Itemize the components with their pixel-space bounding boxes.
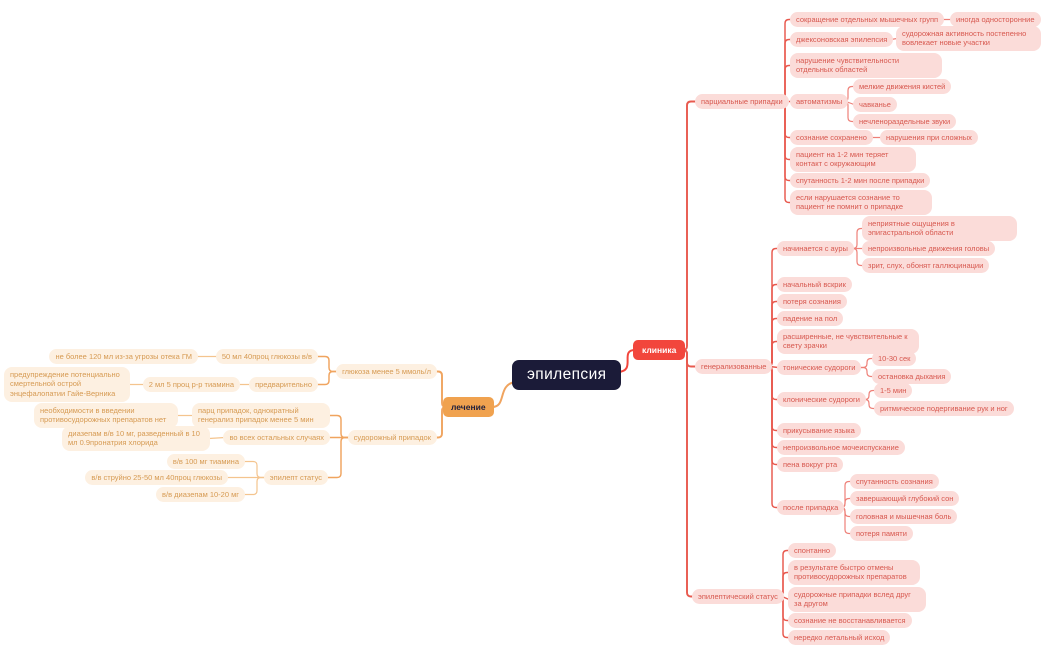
connector	[768, 285, 778, 367]
mindmap-node[interactable]: предварительно	[249, 377, 318, 392]
mindmap-node[interactable]: в/в струйно 25-50 мл 40проц глюкозы	[85, 470, 228, 485]
connector	[859, 359, 873, 368]
mindmap-node[interactable]: чавканье	[853, 97, 897, 112]
branch-clinic[interactable]: клиника	[633, 340, 685, 360]
connector	[768, 249, 778, 367]
mindmap-node[interactable]: парциальные припадки	[695, 94, 789, 109]
mindmap-node[interactable]: нередко летальный исход	[788, 630, 890, 645]
mindmap-node[interactable]: диазепам в/в 10 мг, разведенный в 10 мл 0.9пронатрия хлорида	[62, 426, 210, 451]
mindmap-node[interactable]: неприятные ощущения в эпигастральной области	[862, 216, 1017, 241]
branch-treatment[interactable]: лечение	[443, 397, 494, 417]
mindmap-node[interactable]: эпилептический статус	[692, 589, 784, 604]
mindmap-node[interactable]: 10-30 сек	[872, 351, 916, 366]
mindmap-node[interactable]: непроизвольные движения головы	[862, 241, 995, 256]
mindmap-node[interactable]: сокращение отдельных мышечных групп	[790, 12, 944, 27]
mindmap-node[interactable]: клонические судороги	[777, 392, 866, 407]
mindmap-node[interactable]: нарушения при сложных	[880, 130, 978, 145]
mindmap-node[interactable]: необходимости в введении противосудорожных препаратов нет	[34, 403, 178, 428]
mindmap-node[interactable]: зрит, слух, обонят галлюцинации	[862, 258, 989, 273]
connector	[244, 478, 266, 495]
mindmap-node[interactable]: потеря сознания	[777, 294, 847, 309]
mindmap-node[interactable]: генерализованные	[695, 359, 772, 374]
connector	[329, 416, 350, 438]
mindmap-node[interactable]: нечленораздельные звуки	[853, 114, 956, 129]
mindmap-node[interactable]: 50 мл 40проц глюкозы в/в	[216, 349, 318, 364]
mindmap-node[interactable]: сознание сохранено	[790, 130, 873, 145]
mindmap-node[interactable]: спонтанно	[788, 543, 836, 558]
connector	[768, 367, 778, 508]
connector	[781, 102, 791, 181]
mindmap-node[interactable]: спутанность сознания	[850, 474, 939, 489]
mindmap-node[interactable]: автоматизмы	[790, 94, 848, 109]
central-topic-epilepsy[interactable]: эпилепсия	[512, 360, 621, 390]
mindmap-node[interactable]: пена вокруг рта	[777, 457, 843, 472]
mindmap-node[interactable]: падение на пол	[777, 311, 843, 326]
mindmap-node[interactable]: эпилепт статус	[264, 470, 328, 485]
connector	[859, 368, 873, 377]
connector	[781, 102, 791, 160]
mindmap-node[interactable]: начинается с ауры	[777, 241, 854, 256]
mindmap-node[interactable]: остановка дыхания	[872, 369, 951, 384]
mindmap-node[interactable]: непроизвольное мочеиспускание	[777, 440, 905, 455]
connector	[317, 372, 338, 385]
connector	[683, 102, 696, 351]
mindmap-node[interactable]: судорожные припадки вслед друг за другом	[788, 587, 926, 612]
mindmap-node[interactable]: 1-5 мин	[874, 383, 912, 398]
connector	[683, 350, 693, 597]
connector	[327, 438, 350, 478]
mindmap-node[interactable]: головная и мышечная боль	[850, 509, 957, 524]
mindmap-node[interactable]: судорожный припадок	[348, 430, 437, 445]
connector	[492, 382, 515, 407]
mindmap-node[interactable]: прикусывание языка	[777, 423, 861, 438]
mindmap-node[interactable]: парц припадок, однократный генерализ припадок менее 5 мин	[192, 403, 330, 428]
mindmap-node[interactable]: во всех остальных случаях	[223, 430, 330, 445]
mindmap-node[interactable]: мелкие движения кистей	[853, 79, 951, 94]
mindmap-node[interactable]: пациент на 1-2 мин теряет контакт с окружающим	[790, 147, 916, 172]
mindmap-node[interactable]: предупреждение потенциально смертельной острой энцефалопатии Гайе-Верника	[4, 367, 130, 402]
mindmap-node[interactable]: нарушение чувствительности отдельных областей	[790, 53, 942, 78]
mindmap-node[interactable]: в/в 100 мг тиамина	[167, 454, 245, 469]
mindmap-node[interactable]: если нарушается сознание то пациент не помнит о припадке	[790, 190, 932, 215]
mindmap-node[interactable]: сознание не восстанавливается	[788, 613, 912, 628]
mindmap-node[interactable]: ритмическое подергивание рук и ног	[874, 401, 1014, 416]
mindmap-node[interactable]: не более 120 мл из-за угрозы отека ГМ	[49, 349, 198, 364]
mindmap-node[interactable]: потеря памяти	[850, 526, 913, 541]
mindmap-node[interactable]: спутанность 1-2 мин после припадки	[790, 173, 930, 188]
mindmap-node[interactable]: расширенные, не чувствительные к свету зрачки	[777, 329, 919, 354]
mindmap-node[interactable]: иногда односторонние	[950, 12, 1041, 27]
connector	[244, 462, 266, 478]
connector	[768, 367, 778, 448]
mindmap-node[interactable]: тонические судороги	[777, 360, 861, 375]
mindmap-node[interactable]: в/в диазепам 10-20 мг	[156, 487, 245, 502]
mindmap-node[interactable]: после припадка	[777, 500, 844, 515]
mindmap-node[interactable]: глюкоза менее 5 ммоль/л	[336, 364, 437, 379]
mindmap-node[interactable]: в результате быстро отмены противосудорожных препаратов	[788, 560, 920, 585]
mindmap-node[interactable]: завершающий глубокий сон	[850, 491, 959, 506]
mindmap-node[interactable]: начальный вскрик	[777, 277, 852, 292]
connector	[317, 357, 338, 372]
mindmap-node[interactable]: судорожная активность постепенно вовлекает новые участки	[896, 26, 1041, 51]
mindmap-node[interactable]: джексоновская эпилепсия	[790, 32, 893, 47]
mindmap-node[interactable]: 2 мл 5 проц р-р тиамина	[143, 377, 240, 392]
